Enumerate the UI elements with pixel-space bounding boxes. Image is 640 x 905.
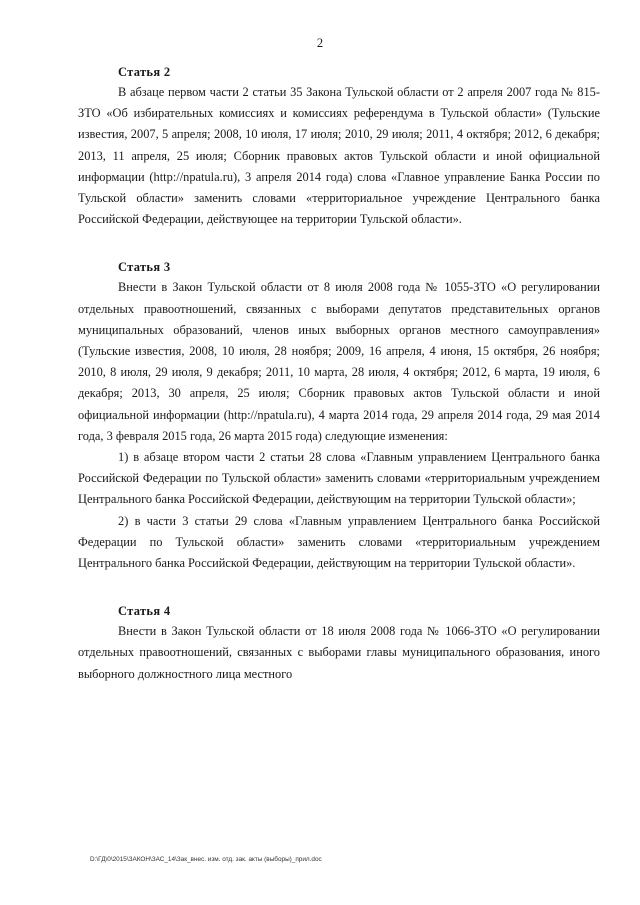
article-paragraph: В абзаце первом части 2 статьи 35 Закона Тульской области от 2 апреля 2007 года № 815-ЗТО «Об избирательных комиссиях и комиссиях референдума в Тульской области» (Тульские известия, 2007, 5 апреля; 2008, 10 июля, 17 июля; 2010, 29 июля; 2011, 4 октября; 2012, 6 декабря; 2013, 11 апреля, 25 июля; Сборник правовых актов Тульской области и иной официальной информации (http://npatula.ru), 3 апреля 2014 года) слова «Главное управление Банка России по Тульской области» заменить словами «территориальное учреждение Центрального банка Российской Федерации, действующее на территории Тульской области». [78, 85, 600, 227]
file-path-footer: D:\ГД\0\2015\ЗАКОН\ЗАС_14\Зак_внес. изм. отд. зак. акты (выборы)_прил.doc [90, 856, 322, 863]
article-2 [78, 62, 600, 230]
article-paragraph: 1) в абзаце втором части 2 статьи 28 слова «Главным управлением Центрального банка Российской Федерации по Тульской области» заменить словами «территориальным учреждением Центрального банка Российской Федерации, действующим на территории Тульской области»; [78, 450, 600, 507]
article-title: Статья 4 [118, 604, 171, 619]
article-title: Статья 3 [118, 260, 171, 275]
page-number: 2 [316, 36, 324, 50]
document-body [78, 62, 600, 685]
article-paragraph: Внести в Закон Тульской области от 8 июля 2008 года № 1055-ЗТО «О регулировании отдельных правоотношений, связанных с выборами депутатов представительных органов муниципальных образований, членов иных выборных органов местного самоуправления» (Тульские известия, 2008, 10 июля, 28 ноября; 2009, 16 апреля, 4 июня, 15 октября, 26 ноября; 2010, 8 июля, 29 июля, 9 декабря; 2011, 10 марта, 28 июля, 4 октября; 2012, 6 марта, 19 июля, 6 декабря; 2013, 30 апреля, 25 июля; Сборник правовых актов Тульской области и иной официальной информации (http://npatula.ru), 4 марта 2014 года, 29 апреля 2014 года, 29 мая 2014 года, 3 февраля 2015 года, 26 марта 2015 года) следующие изменения: [78, 280, 600, 443]
article-paragraph: Внести в Закон Тульской области от 18 июля 2008 года № 1066-ЗТО «О регулировании отдельных правоотношений, связанных с выборами главы муниципального образования, иного выборного должностного лица местного [78, 624, 600, 681]
article-4 [78, 601, 600, 685]
article-paragraph: 2) в части 3 статьи 29 слова «Главным управлением Центрального банка Российской Федерации по Тульской области» заменить словами «территориальным учреждением Центрального банка Российской Федерации, действующим на территории Тульской области». [78, 513, 600, 571]
article-title: Статья 2 [118, 65, 171, 79]
article-3 [78, 257, 600, 574]
